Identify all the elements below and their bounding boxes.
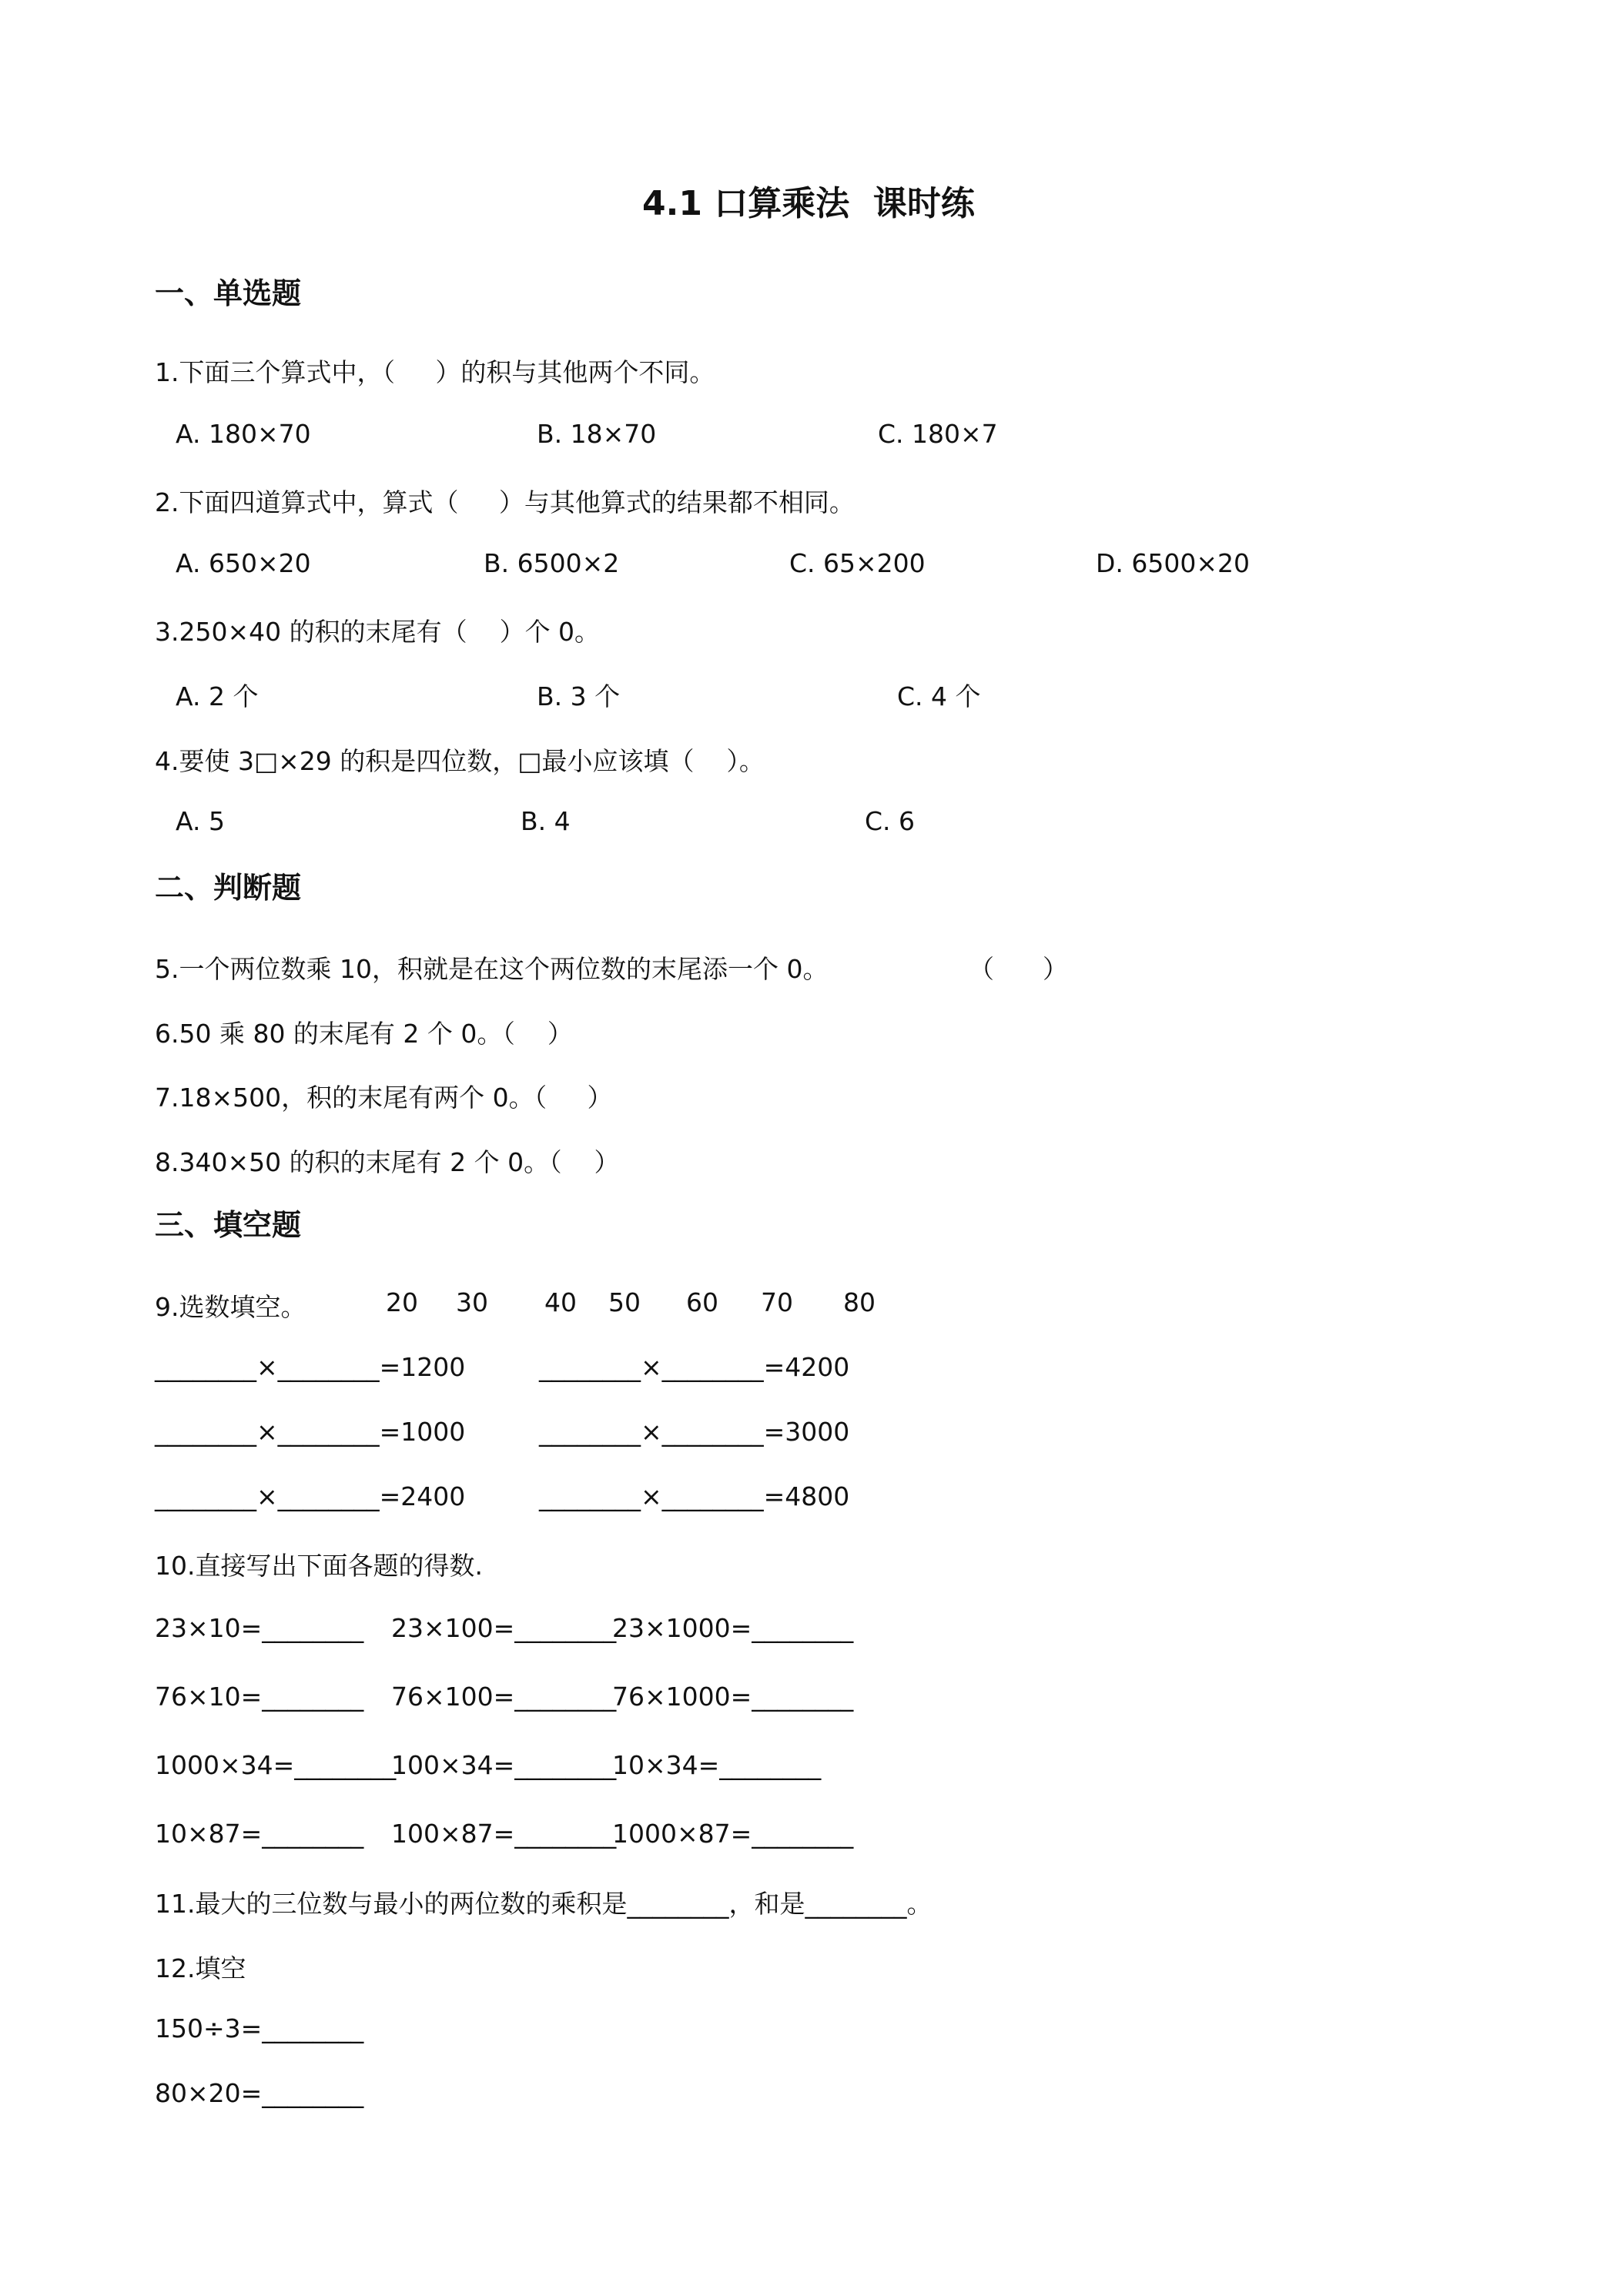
question-1-option-a: A. 180×70 bbox=[176, 419, 311, 449]
question-9-blank-row: ________×________=4800 bbox=[539, 1481, 850, 1511]
question-9-number: 80 bbox=[843, 1287, 876, 1317]
question-10-item: 23×100=________ bbox=[391, 1613, 617, 1643]
question-10-item: 76×1000=________ bbox=[612, 1682, 854, 1712]
question-4: 4.要使 3□×29 的积是四位数，□最小应该填（ ）。 bbox=[155, 746, 765, 776]
question-10-item: 76×10=________ bbox=[155, 1682, 364, 1712]
question-9-blank-row: ________×________=1200 bbox=[155, 1352, 466, 1382]
question-9: 9.选数填空。 bbox=[155, 1292, 306, 1322]
question-1: 1.下面三个算式中，（ ）的积与其他两个不同。 bbox=[155, 357, 715, 387]
question-9-blank-row: ________×________=2400 bbox=[155, 1481, 466, 1511]
question-9-number: 30 bbox=[456, 1287, 488, 1317]
question-2-option-a: A. 650×20 bbox=[176, 548, 311, 578]
question-9-number: 60 bbox=[686, 1287, 718, 1317]
question-4-option-b: B. 4 bbox=[521, 806, 571, 836]
question-10-item: 1000×34=________ bbox=[155, 1750, 397, 1780]
question-10-item: 23×10=________ bbox=[155, 1613, 364, 1643]
question-10-item: 76×100=________ bbox=[391, 1682, 617, 1712]
question-9-blank-row: ________×________=3000 bbox=[539, 1417, 850, 1447]
question-3-option-c: C. 4 个 bbox=[897, 681, 981, 711]
question-7: 7.18×500，积的末尾有两个 0。（ ） bbox=[155, 1083, 613, 1113]
question-3-option-a: A. 2 个 bbox=[176, 681, 259, 711]
question-2-option-c: C. 65×200 bbox=[789, 548, 926, 578]
question-4-option-c: C. 6 bbox=[865, 806, 916, 836]
question-2-option-d: D. 6500×20 bbox=[1096, 548, 1251, 578]
question-3: 3.250×40 的积的末尾有（ ）个 0。 bbox=[155, 617, 601, 647]
question-12-line: 80×20=________ bbox=[155, 2078, 364, 2108]
question-6: 6.50 乘 80 的末尾有 2 个 0。（ ） bbox=[155, 1019, 573, 1049]
question-10-item: 100×34=________ bbox=[391, 1750, 617, 1780]
question-1-option-c: C. 180×7 bbox=[878, 419, 998, 449]
question-5-answer-paren: （ ） bbox=[969, 954, 1068, 984]
question-10-item: 100×87=________ bbox=[391, 1819, 617, 1849]
question-3-option-b: B. 3 个 bbox=[537, 681, 621, 711]
section-heading-single-choice: 一、单选题 bbox=[155, 276, 302, 310]
question-12-line: 150÷3=________ bbox=[155, 2013, 364, 2043]
question-9-number: 70 bbox=[761, 1287, 793, 1317]
question-9-blank-row: ________×________=1000 bbox=[155, 1417, 466, 1447]
question-1-option-b: B. 18×70 bbox=[537, 419, 657, 449]
question-10: 10.直接写出下面各题的得数. bbox=[155, 1551, 483, 1581]
question-10-item: 10×87=________ bbox=[155, 1819, 364, 1849]
question-12: 12.填空 bbox=[155, 1953, 246, 1983]
page-title: 4.1 口算乘法 课时练 bbox=[642, 184, 975, 223]
question-10-item: 1000×87=________ bbox=[612, 1819, 854, 1849]
question-9-number: 40 bbox=[544, 1287, 577, 1317]
section-heading-fill-in: 三、填空题 bbox=[155, 1208, 302, 1242]
question-9-number: 20 bbox=[386, 1287, 418, 1317]
question-2: 2.下面四道算式中，算式（ ）与其他算式的结果都不相同。 bbox=[155, 487, 855, 517]
question-9-number: 50 bbox=[608, 1287, 641, 1317]
question-10-item: 23×1000=________ bbox=[612, 1613, 854, 1643]
question-8: 8.340×50 的积的末尾有 2 个 0。（ ） bbox=[155, 1147, 620, 1177]
question-2-option-b: B. 6500×2 bbox=[484, 548, 620, 578]
section-heading-true-false: 二、判断题 bbox=[155, 871, 302, 905]
question-9-blank-row: ________×________=4200 bbox=[539, 1352, 850, 1382]
question-10-item: 10×34=________ bbox=[612, 1750, 822, 1780]
question-5: 5.一个两位数乘 10，积就是在这个两位数的末尾添一个 0。 bbox=[155, 954, 829, 984]
question-4-option-a: A. 5 bbox=[176, 806, 225, 836]
question-11: 11.最大的三位数与最小的两位数的乘积是________，和是________。 bbox=[155, 1889, 933, 1919]
